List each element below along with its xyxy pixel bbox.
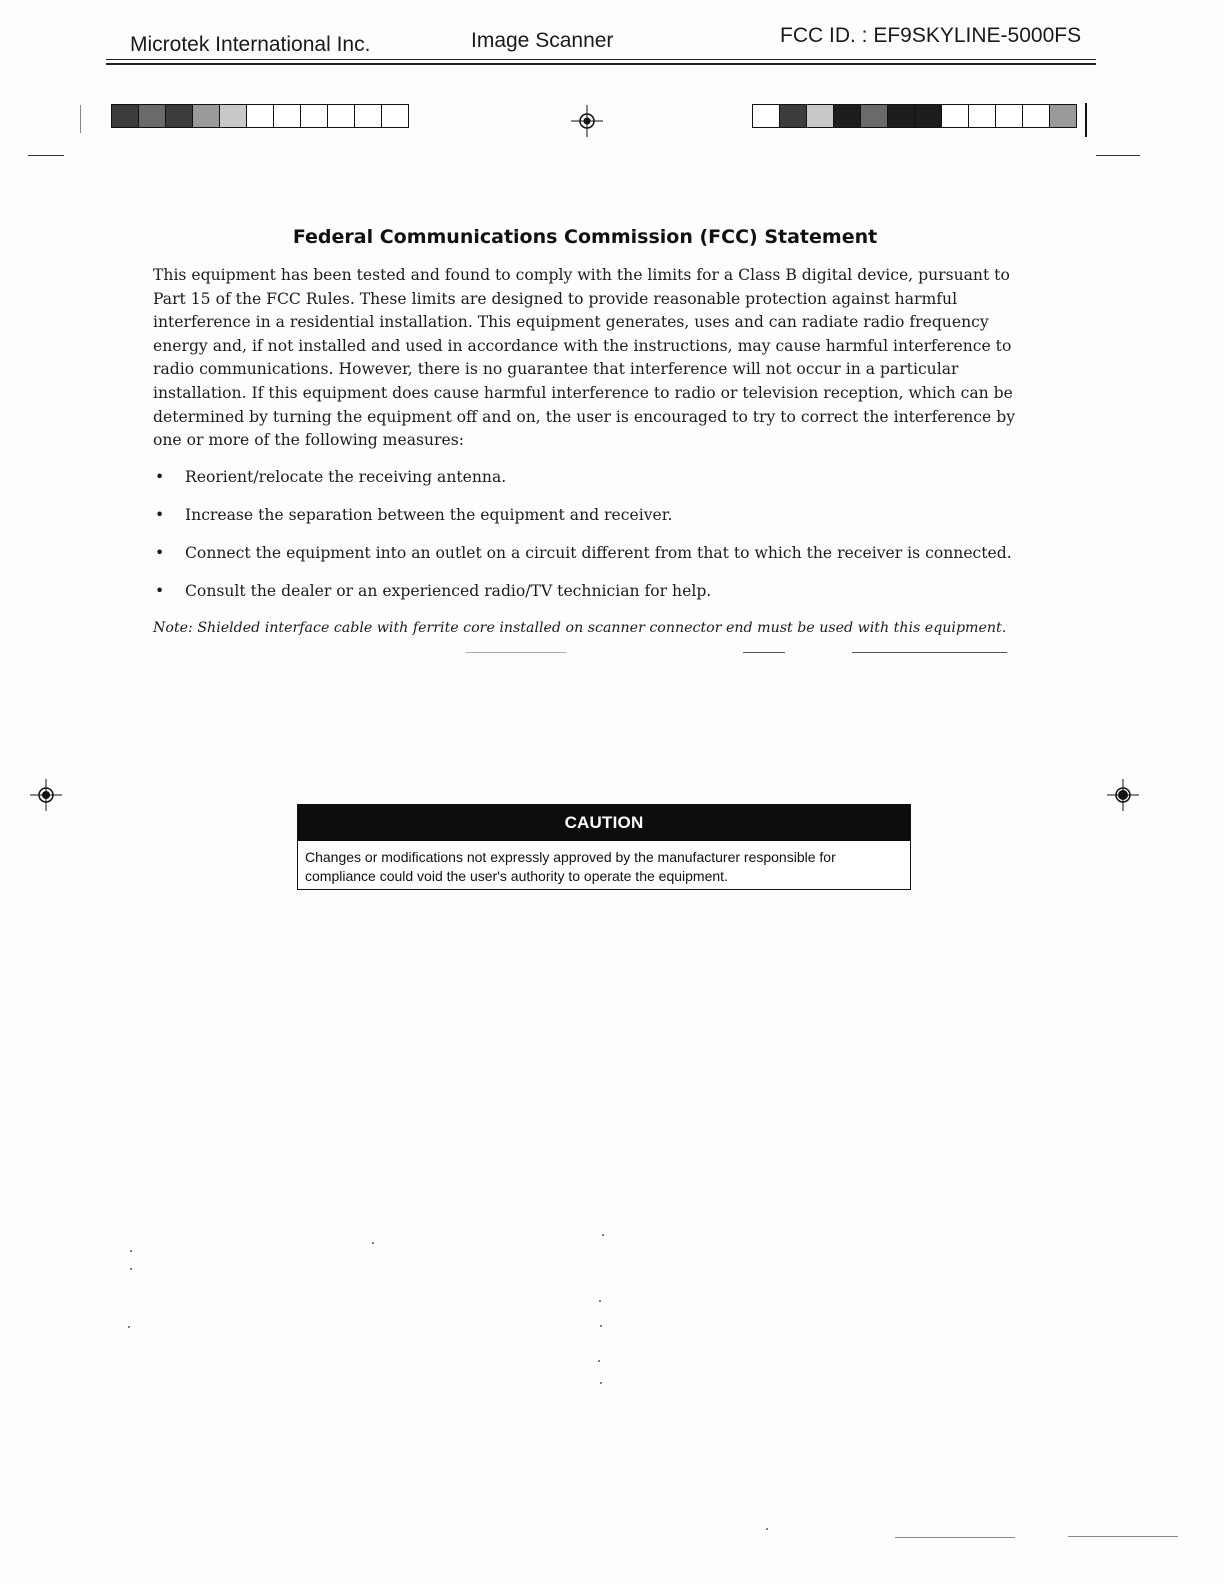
statement-title: Federal Communications Commission (FCC) Statement (292, 226, 878, 248)
measure-text: Increase the separation between the equipment and receiver. (185, 506, 673, 524)
calibration-cell (833, 104, 860, 128)
measure-text: Consult the dealer or an experienced radio/TV technician for help. (185, 582, 712, 600)
calibration-cell (1022, 104, 1049, 128)
calibration-cell (1049, 104, 1077, 128)
list-item (153, 466, 1033, 504)
calibration-strip-right (752, 104, 1077, 128)
note-text: Note: Shielded interface cable with ferrite core installed on scanner connector end must be used with this equipment. (153, 620, 1007, 636)
caution-text: Changes or modifications not expressly approved by the manufacturer responsible for compliance could void the user's authority to operate the equipment. (305, 849, 836, 884)
calibration-cell (273, 104, 300, 128)
calibration-cell (354, 104, 381, 128)
list-item (153, 580, 1033, 618)
crop-mark (28, 155, 64, 156)
scan-speck (600, 1325, 602, 1327)
scan-speck (128, 1326, 130, 1328)
scan-speck (602, 1234, 604, 1236)
caution-label: CAUTION (564, 813, 644, 832)
measure-text: Reorient/relocate the receiving antenna. (185, 468, 507, 486)
scan-speck (130, 1250, 132, 1252)
bullet-icon: • (155, 506, 165, 524)
header-rule (106, 59, 1096, 60)
calibration-cell (192, 104, 219, 128)
scan-speck (130, 1268, 132, 1270)
calibration-cell (914, 104, 941, 128)
measure-text: Connect the equipment into an outlet on a circuit different from that to which the receiver is connected. (185, 544, 1012, 562)
header-company: Microtek International Inc. (130, 33, 371, 56)
calibration-strip-left (111, 104, 409, 128)
crop-mark (1068, 1536, 1178, 1537)
calibration-cell (327, 104, 354, 128)
calibration-cell (995, 104, 1022, 128)
calibration-cell (968, 104, 995, 128)
registration-mark-icon (1107, 779, 1139, 811)
calibration-cell (806, 104, 833, 128)
divider (852, 652, 1007, 653)
scan-speck (599, 1300, 601, 1302)
registration-mark-icon (571, 105, 603, 137)
bullet-icon: • (155, 544, 165, 562)
divider (743, 652, 785, 653)
calibration-cell (300, 104, 327, 128)
calibration-cell (219, 104, 246, 128)
scan-speck (766, 1528, 768, 1530)
crop-mark (1096, 155, 1140, 156)
registration-mark-icon (30, 779, 62, 811)
divider (466, 652, 566, 653)
calibration-cell (246, 104, 273, 128)
calibration-cell (779, 104, 806, 128)
caution-box (297, 804, 911, 890)
calibration-cell (165, 104, 192, 128)
calibration-cell (860, 104, 887, 128)
bullet-icon: • (155, 468, 165, 486)
caution-header-bar (298, 805, 910, 841)
bullet-icon: • (155, 582, 165, 600)
header-rule-thick (106, 63, 1096, 65)
crop-mark (1085, 103, 1087, 137)
calibration-cell (138, 104, 165, 128)
calibration-cell (941, 104, 968, 128)
measures-list (153, 466, 1033, 618)
crop-mark (80, 105, 81, 133)
crop-mark (895, 1537, 1015, 1538)
list-item (153, 504, 1033, 542)
statement-body: This equipment has been tested and found to comply with the limits for a Class B digital device, pursuant to Part 15 of the FCC Rules. These limits are designed to provide reasonable protection against harmful interference in a residential installation. This equipment generates, uses and can radiate radio frequency energy and, if not installed and used in accordance with the instructions, may cause harmful interference to radio communications. However, there is no guarantee that interference will not occur in a particular installation. If this equipment does cause harmful interference to radio or television reception, which can be determined by turning the equipment off and on, the user is encouraged to try to correct the interference by one or more of the following measures: (153, 266, 1016, 450)
calibration-cell (111, 104, 138, 128)
calibration-cell (752, 104, 779, 128)
header-product: Image Scanner (471, 29, 614, 52)
header-fcc-id: FCC ID. : EF9SKYLINE-5000FS (780, 24, 1082, 47)
calibration-cell (887, 104, 914, 128)
list-item (153, 542, 1033, 580)
scan-speck (600, 1382, 602, 1384)
scan-speck (372, 1242, 374, 1244)
scan-speck (598, 1360, 600, 1362)
calibration-cell (381, 104, 409, 128)
